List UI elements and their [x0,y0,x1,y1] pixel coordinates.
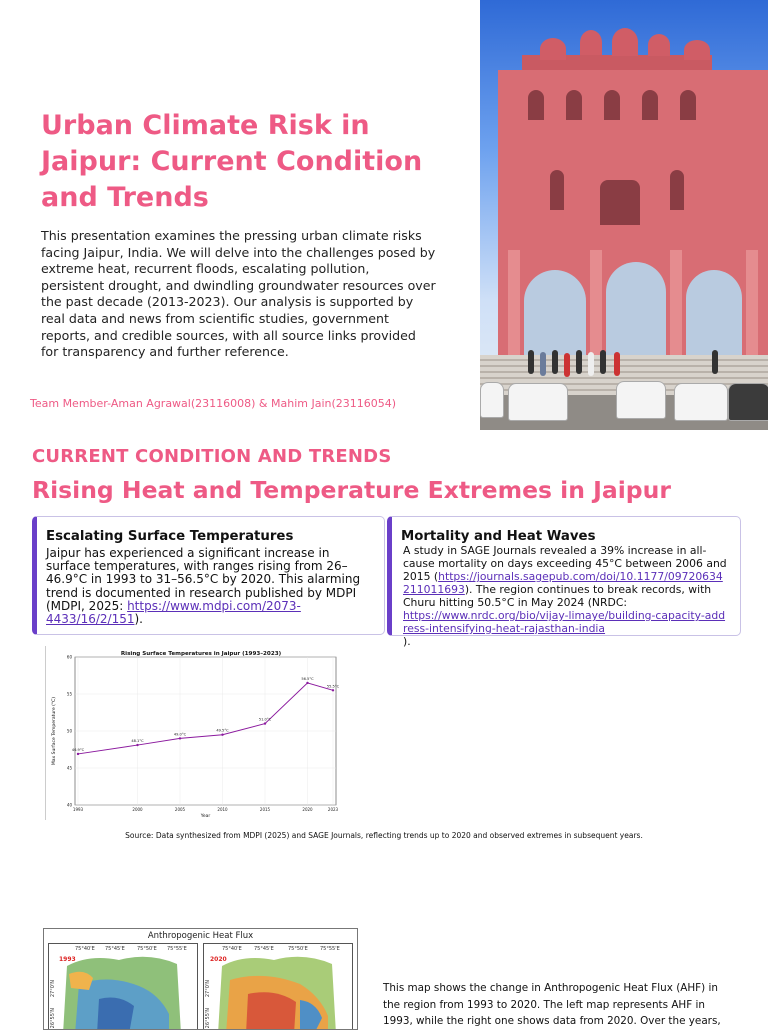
map-title: Anthropogenic Heat Flux [147,931,254,941]
x-tick-label: 2005 [174,807,186,812]
data-point [77,753,79,755]
map-lon-label: 75°45'E [105,946,125,952]
palace-window [642,90,658,120]
team-members: Team Member-Aman Agrawal(23116008) & Mahim Jain(23116054) [30,397,397,410]
x-tick-label: 2000 [132,807,143,812]
data-point [264,722,266,724]
section-title: Rising Heat and Temperature Extremes in Jaipur [32,476,671,504]
page-title: Urban Climate Risk in Jaipur: Current Condition and Trends [41,110,423,213]
map-region-high [246,992,296,1030]
visitor [588,352,594,376]
map-lon-label: 75°50'E [137,946,157,952]
palace-arch [686,270,742,360]
chart-source-note: Source: Data synthesized from MDPI (2025) and SAGE Journals, reflecting trends up to 2020 and observed extremes in subsequent years. [125,831,643,840]
sage-link[interactable]: https://journals.sagepub.com/doi/10.1177/09720634211011693 [403,570,723,596]
temperature-chart [45,646,341,820]
data-point [306,682,308,684]
palace-window [600,180,640,225]
data-point [179,737,181,739]
visitor [712,350,718,374]
visitor [528,350,534,374]
car [728,383,768,421]
palace-dome [648,34,670,56]
x-tick-label: 2015 [259,807,271,812]
palace-window [566,90,582,120]
x-axis-ticks [73,807,339,812]
card-body [403,544,728,648]
palace-column [670,250,682,360]
map-description: This map shows the change in Anthropogenic Heat Flux (AHF) in the region from 1993 to 2020. The left map represents AHF in 1993, while the right one shows data from 2020. Over the years, [383,982,721,1027]
data-label: 48.1°C [131,739,144,744]
map-lat-label: 27°0'N [50,980,56,998]
data-point [136,744,138,746]
data-label: 46.9°C [71,747,85,752]
map-year-right: 2020 [210,956,227,963]
map-lon-label: 75°55'E [320,946,340,952]
palace-column [508,250,520,360]
map-lon-label: 75°55'E [167,946,187,952]
car [480,382,504,418]
map-lat-label: 27°0'N [205,980,211,998]
visitor [564,353,570,377]
map-panel-left [48,943,198,1030]
palace-column [746,250,758,360]
y-axis-label: Max Surface Temperature (°C) [52,696,57,766]
y-tick-label: 45 [66,765,72,771]
data-label: 55.5°C [326,684,340,689]
visitor [614,352,620,376]
data-label: 49.0°C [173,732,187,737]
visitor [576,350,582,374]
chart-svg [46,646,341,820]
palace-window [528,90,544,120]
nrdc-link[interactable]: https://www.nrdc.org/bio/vijay-limaye/building-capacity-address-intensifying-heat-rajasthan-india [403,609,726,635]
palace-photo [480,0,768,430]
palace-window [550,170,564,210]
data-label: 56.5°C [301,676,314,681]
map-lon-label: 75°40'E [75,946,95,952]
heat-flux-map [43,928,358,1030]
data-point [332,689,334,691]
palace-window [604,90,620,120]
card-body [46,547,376,626]
data-point [221,734,223,736]
map-panel-right [203,943,353,1030]
map-lon-label: 75°45'E [254,946,274,952]
card-text: Jaipur has experienced a significant increase in surface temperatures, with ranges rising from 26–46.9°C in 1993 to 31–56.5°C by 2020. This alarming trend is documented in research published by MDPI (MDPI, 2025: [46,546,361,613]
palace-dome [684,40,710,60]
mdpi-link[interactable]: https://www.mdpi.com/2073-4433/16/2/151 [46,598,301,627]
data-label: 49.5°C [216,728,229,733]
palace-column [590,250,602,360]
car [674,383,728,421]
map-year-left: 1993 [59,956,76,963]
map-lon-label: 75°50'E [288,946,308,952]
x-axis-label: Year [200,814,211,819]
x-tick-label: 1993 [72,807,84,812]
y-tick-label: 60 [66,654,72,660]
card-heading: Escalating Surface Temperatures [46,529,294,544]
y-tick-label: 50 [66,728,72,734]
palace-arch [524,270,586,360]
car [508,383,568,421]
x-tick-label: 2010 [217,807,228,812]
map-lat-label: 26°55'N [205,1008,211,1029]
section-kicker: CURRENT CONDITION AND TRENDS [32,446,392,467]
y-tick-label: 55 [66,691,72,697]
chart-title: Rising Surface Temperatures in Jaipur (1993–2023) [120,651,282,657]
map-lon-label: 75°40'E [222,946,242,952]
intro-paragraph: This presentation examines the pressing urban climate risks facing Jaipur, India. We will delve into the challenges posed by extreme heat, recurrent floods, escalating pollution, persistent drought, and dwindling groundwater resources over the past decade (2013-2023). Our analysis is supported by real data and news from scientific studies, government reports, and credible sources, with all source links provided for transparency and further reference. [41,228,436,360]
y-axis-ticks [67,655,73,808]
y-tick-label: 40 [66,802,72,808]
palace-dome [612,28,638,56]
card-text-tail: ). [403,635,411,648]
mortality-card [387,516,741,648]
card-text: A study in SAGE Journals revealed a 39% increase in all-cause mortality on days exceeding 45°C between 2006 and 2015 ( [403,544,727,583]
x-tick-label: 2023 [327,807,339,812]
card-text-tail: ). [134,612,143,627]
palace-window [680,90,696,120]
surface-temperature-card [32,516,385,635]
card-text: ). The region continues to break records, with Churu hitting 50.5°C in May 2024 (NRDC: [403,583,712,609]
card-heading: Mortality and Heat Waves [401,529,596,544]
visitor [552,350,558,374]
car [616,381,666,419]
map-lat-label: 26°55'N [50,1008,56,1029]
data-label: 51.0°C [258,717,272,722]
map-region-high [97,998,134,1030]
palace-dome [580,30,602,55]
palace-dome [540,38,566,60]
palace-arch [606,262,666,360]
palace-window [670,170,684,210]
visitor [600,350,606,374]
x-tick-label: 2020 [302,807,313,812]
visitor [540,352,546,376]
